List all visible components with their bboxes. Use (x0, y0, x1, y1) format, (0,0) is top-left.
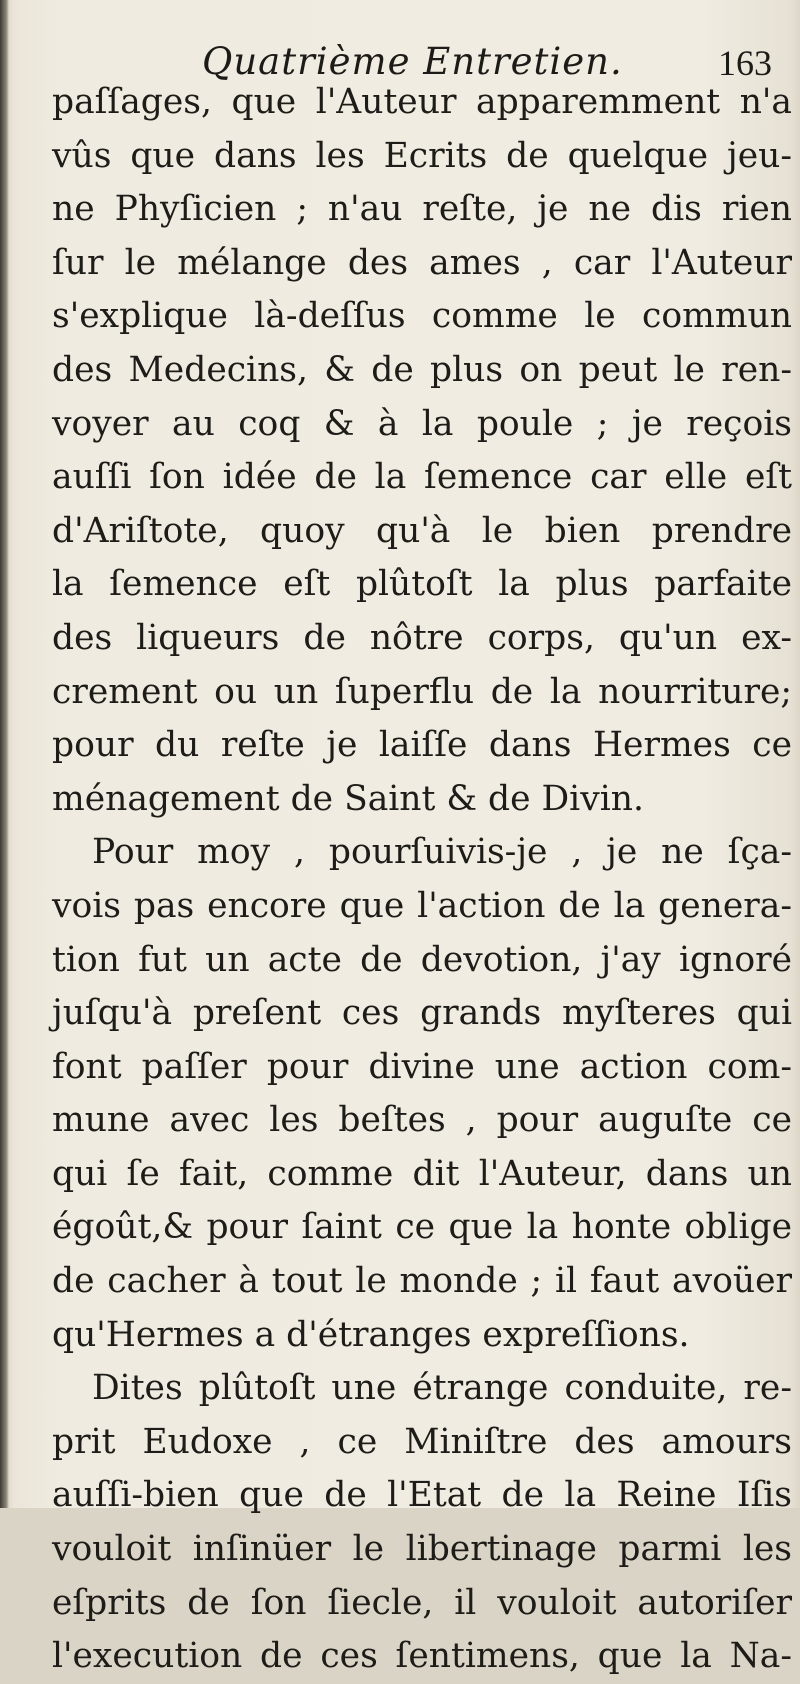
text-line: auſſi ſon idée de la ſemence car elle eſt (52, 457, 792, 498)
text-line: voyer au coq & à la poule ; je reçois (52, 403, 792, 444)
text-line: de cacher à tout le monde ; il faut avoüer (52, 1261, 792, 1302)
text-line: l'execution de ces ſentimens, que la Na- (52, 1636, 792, 1677)
text-line: paſſages, que l'Auteur apparemment n'a (52, 82, 792, 122)
text-line: eſprits de ſon ſiecle, il vouloit autoriſer (52, 1582, 792, 1623)
text-line: ménagement de Saint & de Divin. (52, 778, 644, 819)
text-line: prit Eudoxe , ce Miniſtre des amours (52, 1421, 792, 1462)
running-title: Quatrième Entretien. (202, 40, 623, 83)
text-line: qu'Hermes a d'étranges expreſſions. (52, 1314, 690, 1355)
page-number: 163 (718, 43, 772, 83)
paragraph-first-line: Pour moy , pourſuivis-je , je ne ſça- (92, 832, 792, 873)
text-line: la ſemence eſt plûtoſt la plus parfaite (52, 564, 792, 605)
text-line: qui ſe fait, comme dit l'Auteur, dans un (52, 1153, 792, 1194)
text-line: tion fut un acte de devotion, j'ay ignoré (52, 939, 792, 980)
text-line: égoût,& pour ſaint ce que la honte oblige (52, 1207, 792, 1248)
text-line: des liqueurs de nôtre corps, qu'un ex- (52, 617, 792, 658)
text-line: pour du reſte je laiſſe dans Hermes ce (52, 725, 792, 766)
text-line: juſqu'à preſent ces grands myſteres qui (52, 993, 792, 1034)
text-line: ne Phyſicien ; n'au reſte, je ne dis rien (52, 189, 792, 230)
text-line: mune avec les beſtes , pour auguſte ce (52, 1100, 792, 1141)
body-text (52, 76, 792, 1684)
text-line: vois pas encore que l'action de la genera- (52, 885, 792, 926)
text-line: vûs que dans les Ecrits de quelque jeu- (52, 135, 792, 176)
text-line: des Medecins, & de plus on peut le ren- (52, 349, 792, 390)
paragraph-first-line: Dites plûtoſt une étrange conduite, re- (92, 1368, 792, 1409)
text-line: vouloit inſinüer le libertinage parmi les (52, 1529, 792, 1570)
text-line: auſſi-bien que de l'Etat de la Reine Iſis (52, 1475, 792, 1516)
text-line: crement ou un ſuperflu de la nourriture; (52, 671, 792, 712)
text-line: font paſſer pour divine une action com- (52, 1046, 792, 1087)
text-line: ſur le mélange des ames , car l'Auteur (52, 242, 792, 283)
text-line: d'Ariſtote, quoy qu'à le bien prendre (52, 510, 792, 551)
text-line: s'explique là-deſſus comme le commun (52, 296, 792, 337)
